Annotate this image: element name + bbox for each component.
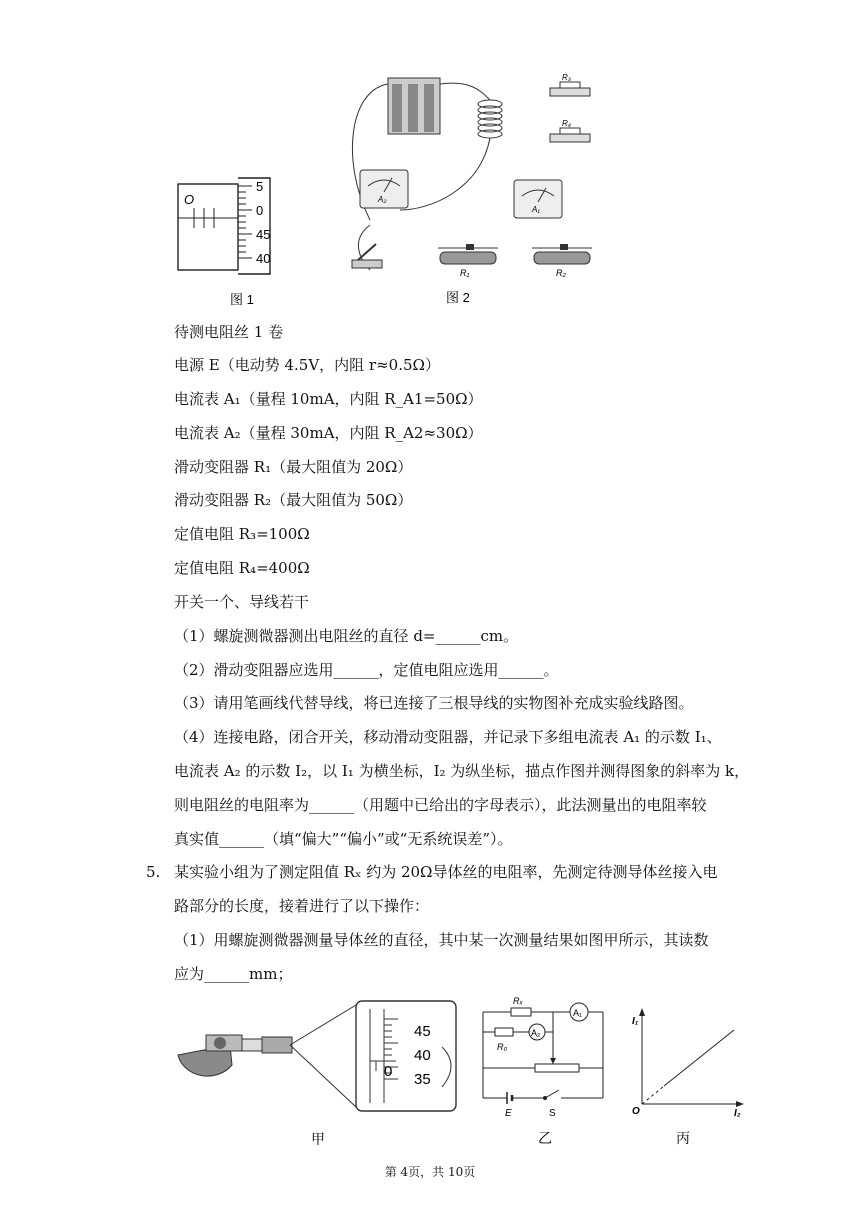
label-r3: R₃ (562, 73, 571, 82)
question-part: （2）滑动变阻器应选用______，定值电阻应选用______。 (174, 661, 559, 679)
label-s: S (549, 1108, 556, 1119)
resistor-r4-icon (550, 128, 590, 142)
equipment-item: 滑动变阻器 R₁（最大阻值为 20Ω） (174, 458, 413, 476)
figure-1-micrometer (170, 170, 310, 310)
coil-icon (478, 100, 502, 138)
zoom-box (356, 1001, 456, 1111)
fig1-zero-mark: O (184, 192, 195, 207)
question-text: （1）用螺旋测微器测量导体丝的直径，其中某一次测量结果如图甲所示，其读数 (174, 931, 709, 949)
jia-caption: 甲 (311, 1131, 325, 1147)
figure-2-apparatus (330, 70, 610, 310)
fig1-scale-label: 0 (256, 203, 264, 218)
fig1-scale-label: 40 (256, 251, 271, 266)
question-part: （3）请用笔画线代替导线，将已连接了三根导线的实物图补充成实验线路图。 (174, 694, 694, 712)
fig1-scale-label: 45 (256, 227, 271, 242)
resistor-r0 (495, 1028, 513, 1036)
equipment-item: 电流表 A₁（量程 10mA，内阻 R_A1=50Ω） (174, 390, 483, 408)
bing-caption: 丙 (676, 1130, 690, 1146)
jia-scale-label: 40 (414, 1047, 431, 1064)
question-part: 则电阻丝的电阻率为______（用题中已给出的字母表示），此法测量出的电阻率较 (174, 796, 707, 814)
fig1-caption: 图 1 (230, 292, 254, 307)
equipment-item: 待测电阻丝 1 卷 (174, 323, 284, 341)
resistor-rx (511, 1008, 531, 1016)
label-r1: R₁ (460, 268, 470, 278)
label-e: E (505, 1108, 512, 1119)
rheostat-r1-icon (438, 244, 498, 264)
question-text: 应为______mm； (174, 965, 293, 983)
figure-yi-circuit (475, 990, 635, 1155)
fig1-scale-label: 5 (256, 179, 264, 194)
equipment-item: 定值电阻 R₄=400Ω (174, 559, 310, 577)
switch-icon (352, 244, 382, 268)
label-a1: A₁ (573, 1008, 583, 1018)
question-text: 路部分的长度，接着进行了以下操作： (174, 897, 430, 915)
question-part: （1）螺旋测微器测出电阻丝的直径 d=______cm。 (174, 627, 519, 645)
label-rx: Rₓ (513, 996, 523, 1006)
fig2-caption: 图 2 (446, 290, 470, 305)
label-r4: R₄ (562, 119, 571, 128)
equipment-item: 定值电阻 R₃=100Ω (174, 525, 310, 543)
rheostat (535, 1064, 579, 1072)
battery-icon (388, 78, 440, 134)
origin-label: O (632, 1106, 640, 1117)
jia-scale-label: 45 (414, 1023, 431, 1040)
resistor-r3-icon (550, 82, 590, 96)
axis-label-i2: I₂ (734, 1108, 741, 1119)
question-part: （4）连接电路，闭合开关，移动滑动变阻器，并记录下多组电流表 A₁ 的示数 I₁、 (174, 728, 722, 746)
yi-caption: 乙 (538, 1130, 552, 1146)
equipment-item: 电源 E（电动势 4.5V，内阻 r≈0.5Ω） (174, 356, 440, 374)
question-part: 真实值______（填“偏大”“偏小”或“无系统误差”）。 (174, 830, 513, 848)
equipment-item: 开关一个、导线若干 (174, 593, 310, 611)
page-footer: 第 4页，共 10页 (384, 1165, 476, 1179)
jia-scale-label: 35 (414, 1071, 431, 1088)
question-text: 某实验小组为了测定阻值 Rₓ 约为 20Ω导体丝的电阻率，先测定待测导体丝接入电 (174, 863, 718, 881)
rheostat-r2-icon (532, 244, 592, 264)
label-a1: A₁ (532, 205, 540, 214)
question-part: 电流表 A₂ 的示数 I₂，以 I₁ 为横坐标，I₂ 为纵坐标，描点作图并测得图象的斜率为 k， (174, 762, 750, 780)
micrometer-icon (178, 1035, 292, 1076)
equipment-item: 电流表 A₂（量程 30mA，内阻 R_A2≈30Ω） (174, 424, 483, 442)
axis-label-i1: I₁ (632, 1016, 639, 1027)
question-number: 5. (146, 863, 161, 881)
figure-jia-micrometer (170, 995, 470, 1155)
label-a2: A₂ (378, 195, 387, 204)
label-r0: R₀ (497, 1042, 508, 1052)
equipment-item: 滑动变阻器 R₂（最大阻值为 50Ω） (174, 491, 413, 509)
jia-scale-label: 0 (384, 1063, 393, 1080)
label-a2: A₂ (531, 1028, 541, 1038)
label-r2: R₂ (556, 268, 566, 278)
figure-bing-graph (630, 1002, 750, 1154)
